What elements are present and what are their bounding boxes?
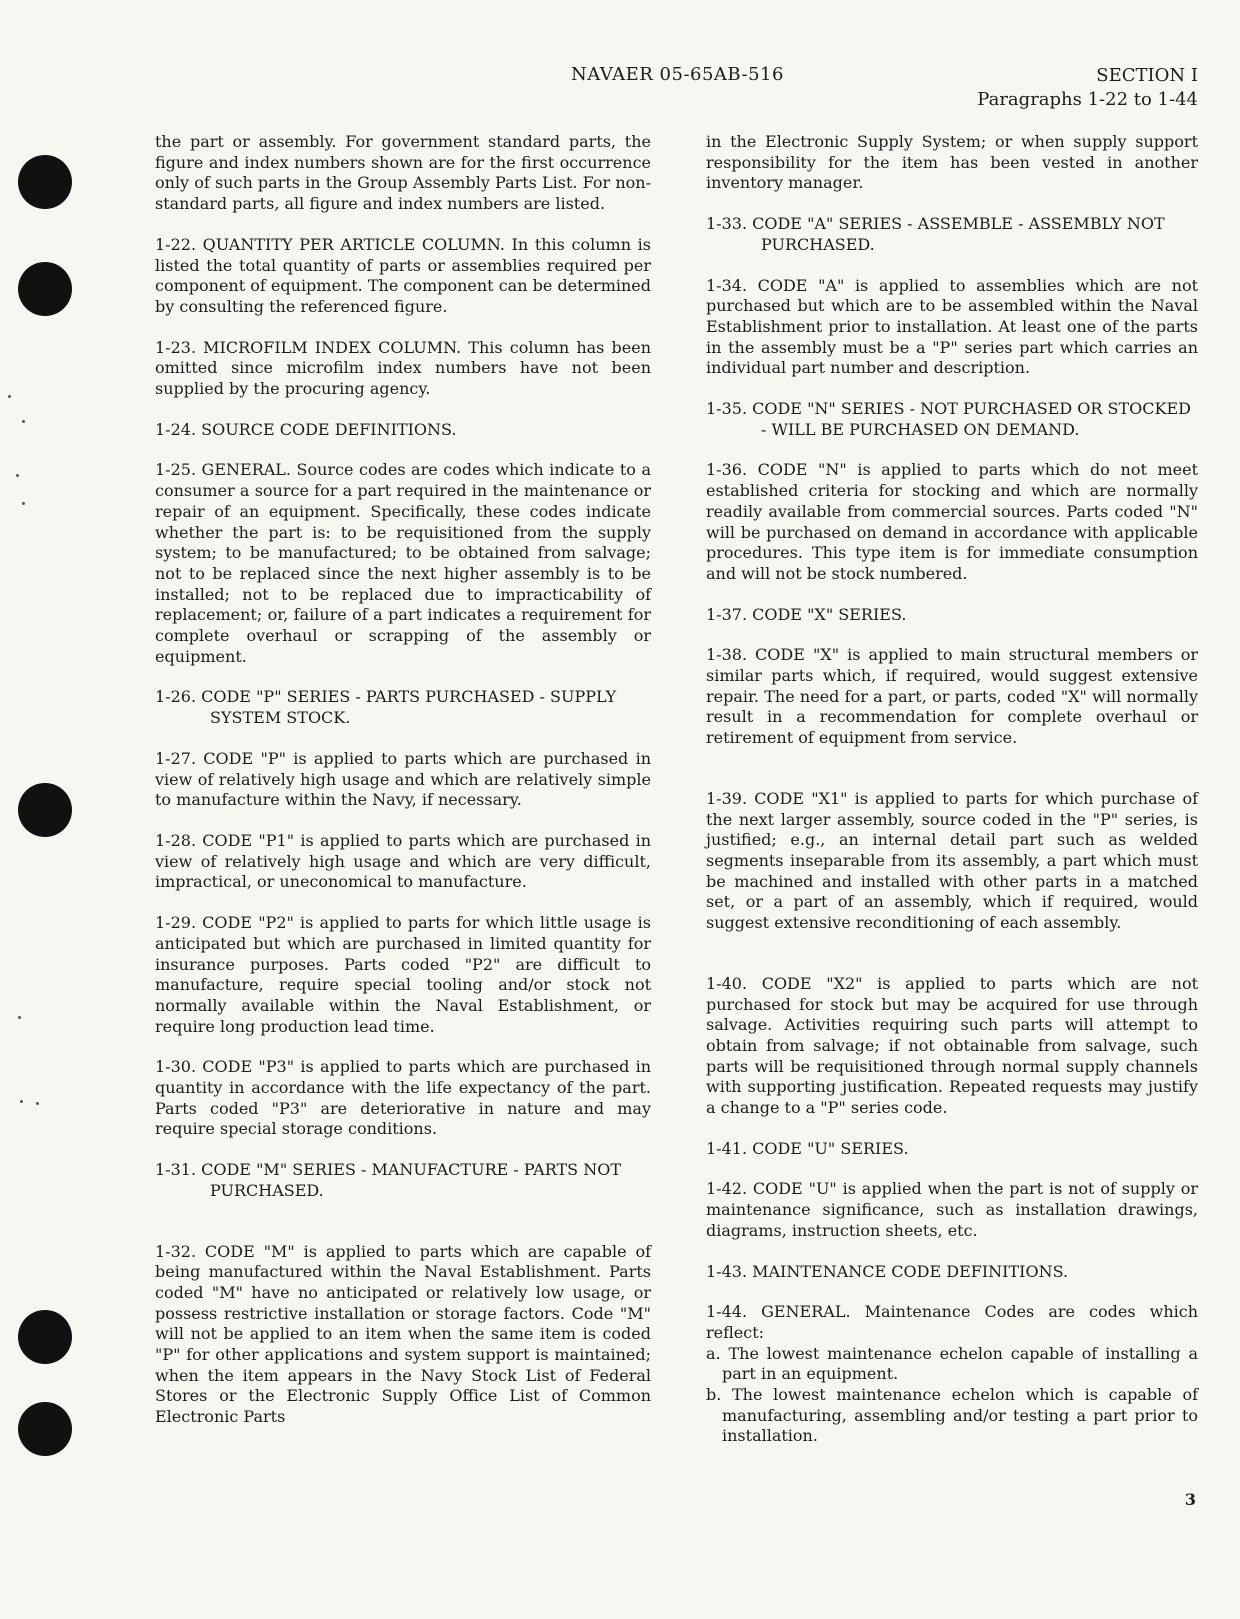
paragraph: 1-36. CODE "N" is applied to parts which do not meet established criteria for stocking and which are normally readily available from commercial sources. Parts coded "N" will be purchased on demand in accordance with applicable procedures. This type item is for immediate consumption and will not be stock numbered. [706,460,1198,583]
paragraph: 1-34. CODE "A" is applied to assemblies which are not purchased but which are to be assembled within the Naval Establishment prior to installation. At least one of the parts in the assembly must be a "P" series part which carries an individual part number and description. [706,275,1198,378]
scan-speck [22,502,25,505]
paragraph: 1-42. CODE "U" is applied when the part is not of supply or maintenance significance, such as installation drawings, diagrams, instruction sheets, etc. [706,1179,1198,1240]
paragraph: 1-22. QUANTITY PER ARTICLE COLUMN. In this column is listed the total quantity of parts or assemblies required per component of equipment. The component can be determined by consulting the referenced figure. [155,234,651,316]
section-heading: 1-41. CODE "U" SERIES. [706,1138,909,1158]
paragraph: 1-23. MICROFILM INDEX COLUMN. This column has been omitted since microfilm index numbers have not been supplied by the procuring agency. [155,337,651,399]
scan-speck [16,474,19,477]
left-column [155,132,651,1448]
section-heading: 1-43. MAINTENANCE CODE DEFINITIONS. [706,1261,1069,1281]
paragraph: 1-27. CODE "P" is applied to parts which are purchased in view of relatively high usage and which are relatively simple to manufacture within the Navy, if necessary. [155,748,651,810]
binder-hole-3 [18,783,72,837]
list-item: a. The lowest maintenance echelon capable of installing a part in an equipment. [706,1343,1198,1384]
paragraph: 1-32. CODE "M" is applied to parts which are capable of being manufactured within the Naval Establishment. Parts coded "M" have no anticipated or relatively low usage, or possess restrictive installation or storage factors. Code "M" will not be applied to an item when the same item is coded "P" for other applications and system support is maintained; when the item appears in the Navy Stock List of Federal Stores or the Electronic Supply Office List of Common Electronic Parts [155,1241,651,1427]
paragraph: 1-44. GENERAL. Maintenance Codes are codes which reflect: [706,1302,1198,1342]
paragraph: 1-29. CODE "P2" is applied to parts for which little usage is anticipated but which are purchased in limited quantity for insurance purposes. Parts coded "P2" are difficult to manufacture, require special tooling and/or stock not normally available within the Naval Establishment, or require long production lead time. [155,913,651,1036]
binder-hole-4 [18,1310,72,1364]
scan-speck [22,420,25,423]
paragraph: in the Electronic Supply System; or when supply support responsibility for the item has been vested in another inventory manager. [706,132,1198,193]
page-number: 3 [1184,1490,1196,1509]
paragraph: 1-38. CODE "X" is applied to main structural members or similar parts which, if required, would suggest extensive repair. The need for a part, or parts, coded "X" will normally result in a recommendation for complete overhaul or retirement of equipment from service. [706,645,1198,748]
paragraph: 1-30. CODE "P3" is applied to parts which are purchased in quantity in accordance with the life expectancy of the part. Parts coded "P3" are deteriorative in nature and may require special storage conditions. [155,1057,651,1139]
section-heading: 1-31. CODE "M" SERIES - MANUFACTURE - PARTS NOT PURCHASED. [155,1160,621,1200]
binder-hole-5 [18,1402,72,1456]
scan-speck [8,395,11,398]
list-item: b. The lowest maintenance echelon which is capable of manufacturing, assembling and/or testing a part prior to installation. [706,1385,1198,1446]
section-heading: 1-33. CODE "A" SERIES - ASSEMBLE - ASSEMBLY NOT PURCHASED. [706,214,1165,254]
document-number: NAVAER 05-65AB-516 [571,64,784,85]
section-header [977,64,1198,112]
paragraph: 1-40. CODE "X2" is applied to parts which are not purchased for stock but may be acquired for use through salvage. Activities requiring such parts will attempt to obtain from salvage; if not obtainable from salvage, such parts will be requisitioned through normal supply channels with supporting justification. Repeated requests may justify a change to a "P" series code. [706,973,1198,1118]
paragraph: 1-39. CODE "X1" is applied to parts for which purchase of the next larger assembly, source coded in the "P" series, is justified; e.g., an internal detail part such as welded segments inseparable from its assembly, a part which must be machined and installed with other parts in a matched set, or a part of an assembly, which if required, would suggest extensive reconditioning of each assembly. [706,788,1198,933]
right-column [706,132,1198,1447]
section-heading: 1-37. CODE "X" SERIES. [706,604,907,624]
paragraph: the part or assembly. For government standard parts, the figure and index numbers shown are for the first occurrence only of such parts in the Group Assembly Parts List. For non-standard parts, all figure and index numbers are listed. [155,132,651,214]
binder-hole-2 [18,262,72,316]
paragraph-range: Paragraphs 1-22 to 1-44 [977,89,1198,110]
section-label: SECTION I [1096,65,1198,86]
scan-speck [36,1102,39,1105]
section-heading: 1-35. CODE "N" SERIES - NOT PURCHASED OR STOCKED - WILL BE PURCHASED ON DEMAND. [706,399,1191,439]
section-heading: 1-26. CODE "P" SERIES - PARTS PURCHASED - SUPPLY SYSTEM STOCK. [155,687,617,728]
scan-speck [18,1016,21,1019]
section-heading: 1-24. SOURCE CODE DEFINITIONS. [155,419,457,439]
binder-hole-1 [18,155,72,209]
paragraph: 1-28. CODE "P1" is applied to parts which are purchased in view of relatively high usage and which are very difficult, impractical, or uneconomical to manufacture. [155,830,651,892]
scan-speck [20,1100,23,1103]
paragraph: 1-25. GENERAL. Source codes are codes which indicate to a consumer a source for a part required in the maintenance or repair of an equipment. Specifically, these codes indicate whether the part is: to be requisitioned from the supply system; to be manufactured; to be obtained from salvage; not to be replaced since the next higher assembly is to be installed; not to be replaced due to impracticability of replacement; or, failure of a part indicates a requirement for complete overhaul or scrapping of the assembly or equipment. [155,460,651,666]
